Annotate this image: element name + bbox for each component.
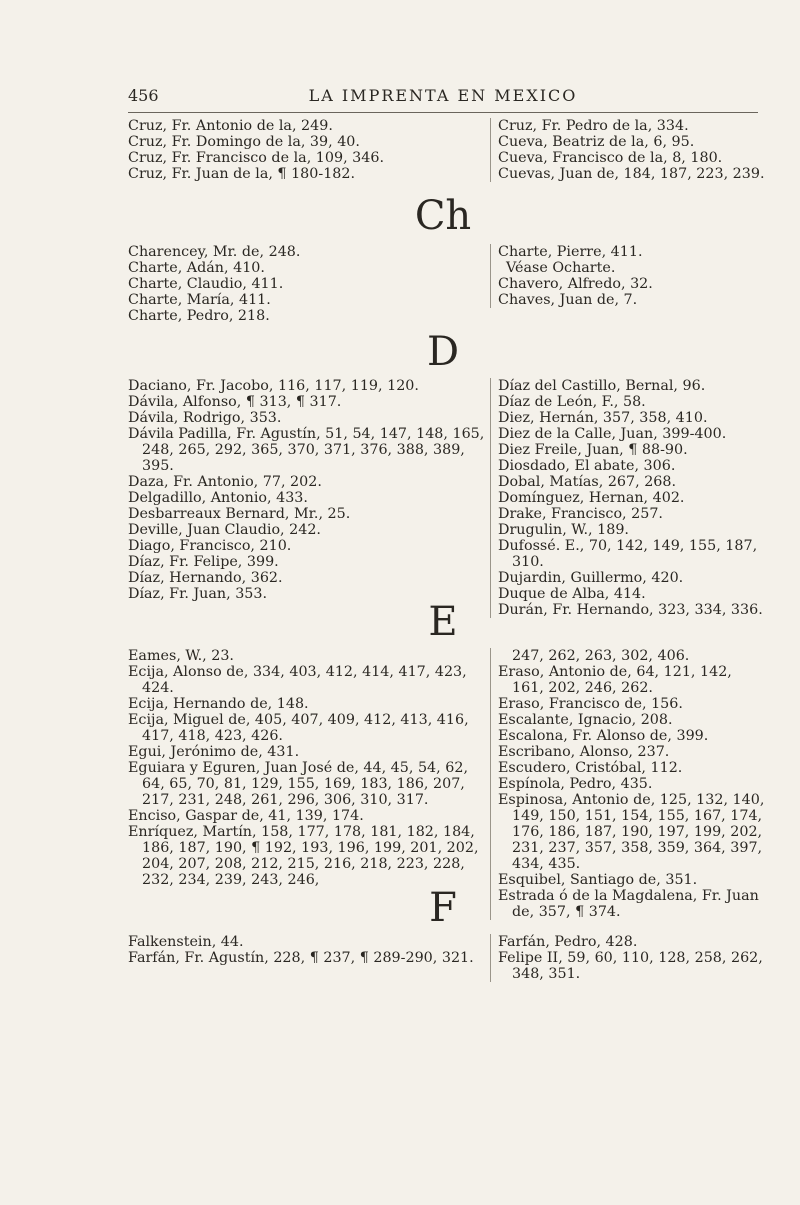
index-entry: Diago, Francisco, 210.	[128, 538, 292, 554]
index-entry: Dávila, Alfonso, ¶ 313, ¶ 317.	[128, 394, 342, 410]
index-entry: Cruz, Fr. Juan de la, ¶ 180-182.	[128, 166, 356, 182]
index-entry: Ecija, Hernando de, 148.	[128, 696, 309, 712]
index-entry: Eraso, Antonio de, 64, 121, 142, 161, 202, 246, 262.	[498, 664, 732, 696]
column-left	[128, 244, 486, 324]
index-entry: Daza, Fr. Antonio, 77, 202.	[128, 474, 322, 490]
page-header	[128, 86, 758, 106]
index-entry: Diez de la Calle, Juan, 399-400.	[498, 426, 727, 442]
section-cruz	[128, 118, 765, 188]
index-entry: Cuevas, Juan de, 184, 187, 223, 239.	[498, 166, 765, 182]
index-entry: Cueva, Francisco de la, 8, 180.	[498, 150, 723, 166]
header-rule	[128, 112, 758, 113]
index-entry: Egui, Jerónimo de, 431.	[128, 744, 300, 760]
section-letter-f: F	[429, 885, 457, 931]
index-entry: Eguiara y Eguren, Juan José de, 44, 45, 54, 62, 64, 65, 70, 81, 129, 155, 169, 183, 186, 207, 217, 231, 248, 261, 296, 306, 310, 317.	[128, 760, 468, 808]
index-entry: Desbarreaux Bernard, Mr., 25.	[128, 506, 351, 522]
column-right	[490, 934, 766, 982]
index-entry: Falkenstein, 44.	[128, 934, 244, 950]
index-entry: Esquibel, Santiago de, 351.	[498, 872, 698, 888]
index-entry: Charte, Adán, 410.	[128, 260, 265, 276]
index-entry: Dobal, Matías, 267, 268.	[498, 474, 677, 490]
column-left	[128, 648, 486, 888]
column-right	[490, 244, 766, 308]
column-right	[490, 378, 766, 618]
index-entry: Drugulin, W., 189.	[498, 522, 629, 538]
index-entry: Chavero, Alfredo, 32.	[498, 276, 653, 292]
index-entry: Domínguez, Hernan, 402.	[498, 490, 685, 506]
index-entry: Daciano, Fr. Jacobo, 116, 117, 119, 120.	[128, 378, 419, 394]
index-entry: Dujardin, Guillermo, 420.	[498, 570, 684, 586]
index-entry: Charte, Pedro, 218.	[128, 308, 270, 324]
index-entry: Eraso, Francisco de, 156.	[498, 696, 683, 712]
index-entry: Charencey, Mr. de, 248.	[128, 244, 301, 260]
index-entry: Dávila Padilla, Fr. Agustín, 51, 54, 147, 148, 165, 248, 265, 292, 365, 370, 371, 376, 388, 389, 395.	[128, 426, 485, 474]
index-entry: Enríquez, Martín, 158, 177, 178, 181, 182, 184, 186, 187, 190, ¶ 192, 193, 196, 199, 201, 202, 204, 207, 208, 212, 215, 216, 218, 223, 228, 232, 234, 239, 243, 246,	[128, 824, 479, 888]
section-letter-e: E	[428, 599, 458, 645]
index-entry: Estrada ó de la Magdalena, Fr. Juan de, 357, ¶ 374.	[498, 888, 759, 920]
section-ch	[128, 244, 758, 328]
column-right	[490, 118, 766, 182]
column-left	[128, 378, 486, 602]
index-entry: Espinosa, Antonio de, 125, 132, 140, 149, 150, 151, 154, 155, 167, 174, 176, 186, 187, 190, 197, 199, 202, 231, 237, 357, 358, 359, 364, 397, 434, 435.	[498, 792, 765, 872]
index-entry: Dávila, Rodrigo, 353.	[128, 410, 282, 426]
index-entry: Drake, Francisco, 257.	[498, 506, 663, 522]
index-entry: Eames, W., 23.	[128, 648, 234, 664]
index-entry: Diosdado, El abate, 306.	[498, 458, 676, 474]
index-entry: Farfán, Fr. Agustín, 228, ¶ 237, ¶ 289-290, 321.	[128, 950, 474, 966]
section-letter-d: D	[426, 329, 460, 375]
index-entry: Charte, Pierre, 411.	[498, 244, 643, 260]
index-entry: Diez, Hernán, 357, 358, 410.	[498, 410, 708, 426]
index-entry: Díaz, Hernando, 362.	[128, 570, 283, 586]
index-entry: Enciso, Gaspar de, 41, 139, 174.	[128, 808, 364, 824]
index-entry: Durán, Fr. Hernando, 323, 334, 336.	[498, 602, 763, 618]
column-left	[128, 934, 486, 966]
index-entry: Charte, María, 411.	[128, 292, 271, 308]
index-entry: Escudero, Cristóbal, 112.	[498, 760, 683, 776]
running-title: LA IMPRENTA EN MEXICO	[308, 86, 578, 105]
index-entry: Cueva, Beatriz de la, 6, 95.	[498, 134, 695, 150]
index-entry: Díaz de León, F., 58.	[498, 394, 646, 410]
index-entry: Ecija, Miguel de, 405, 407, 409, 412, 413, 416, 417, 418, 423, 426.	[128, 712, 469, 744]
index-entry: Ecija, Alonso de, 334, 403, 412, 414, 417, 423, 424.	[128, 664, 467, 696]
section-f	[128, 934, 763, 984]
index-entry: Cruz, Fr. Francisco de la, 109, 346.	[128, 150, 384, 166]
index-entry: Cruz, Fr. Pedro de la, 334.	[498, 118, 689, 134]
index-entry: Charte, Claudio, 411.	[128, 276, 284, 292]
index-entry: Cruz, Fr. Antonio de la, 249.	[128, 118, 333, 134]
column-left	[128, 118, 486, 182]
page-number: 456	[128, 86, 159, 105]
index-entry: Díaz, Fr. Juan, 353.	[128, 586, 268, 602]
index-entry: Farfán, Pedro, 428.	[498, 934, 638, 950]
index-entry: Duque de Alba, 414.	[498, 586, 646, 602]
index-entry: 247, 262, 263, 302, 406.	[512, 648, 690, 664]
index-entry: Escalona, Fr. Alonso de, 399.	[498, 728, 709, 744]
index-entry: Espínola, Pedro, 435.	[498, 776, 653, 792]
index-entry: Deville, Juan Claudio, 242.	[128, 522, 321, 538]
section-e	[128, 648, 765, 920]
index-entry: Chaves, Juan de, 7.	[498, 292, 638, 308]
index-entry: Véase Ocharte.	[506, 260, 616, 276]
index-entry: Cruz, Fr. Domingo de la, 39, 40.	[128, 134, 360, 150]
column-right	[490, 648, 766, 920]
index-entry: Escribano, Alonso, 237.	[498, 744, 670, 760]
index-entry: Felipe II, 59, 60, 110, 128, 258, 262, 348, 351.	[498, 950, 763, 982]
index-entry: Diez Freile, Juan, ¶ 88-90.	[498, 442, 688, 458]
section-letter-ch: Ch	[414, 193, 472, 239]
index-entry: Delgadillo, Antonio, 433.	[128, 490, 308, 506]
index-entry: Díaz, Fr. Felipe, 399.	[128, 554, 279, 570]
index-entry: Escalante, Ignacio, 208.	[498, 712, 673, 728]
section-d	[128, 378, 763, 618]
index-entry: Díaz del Castillo, Bernal, 96.	[498, 378, 706, 394]
index-entry: Dufossé. E., 70, 142, 149, 155, 187, 310.	[498, 538, 758, 570]
